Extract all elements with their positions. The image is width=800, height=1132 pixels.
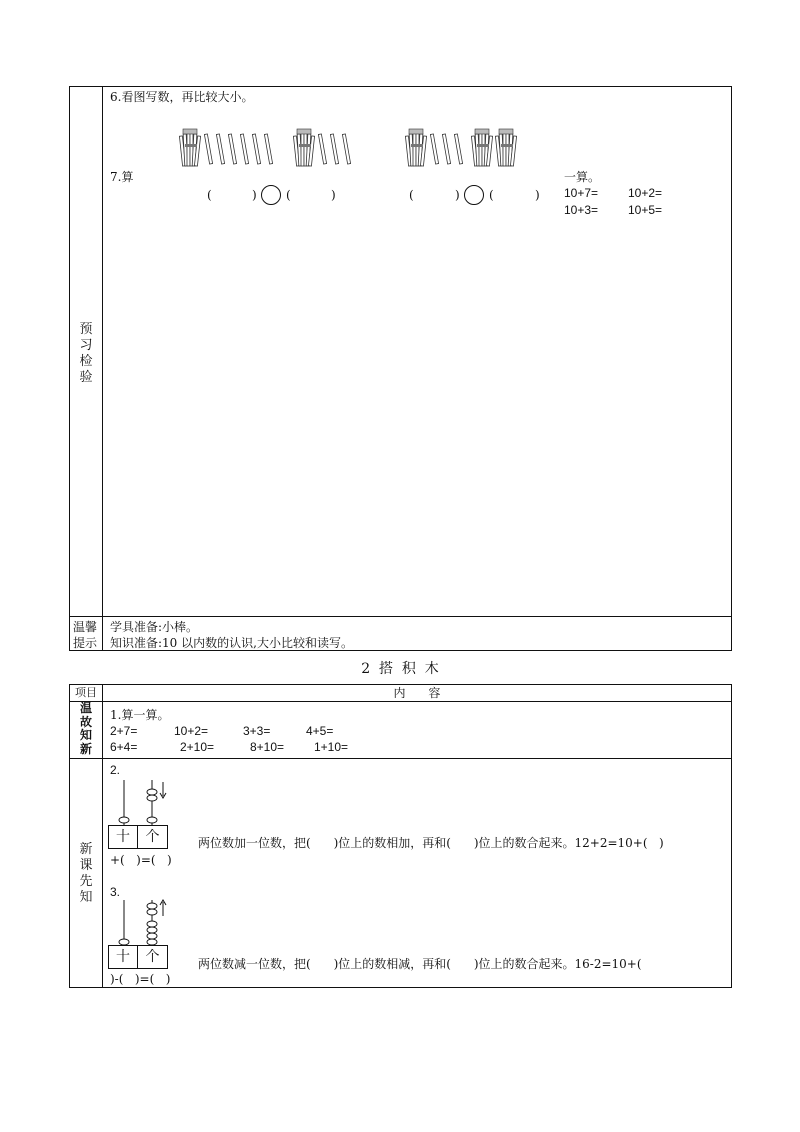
equation: 10+3= <box>564 203 599 217</box>
ones-place-label: 个 <box>145 829 160 845</box>
equation: 2+7= <box>110 724 138 738</box>
tens-place-label: 十 <box>109 946 138 968</box>
blank-paren-left: ( <box>409 188 414 202</box>
bottom-table-right-border <box>731 684 732 988</box>
stick-bundles-illustration <box>175 124 735 174</box>
bottom-table-row-divider <box>69 758 732 759</box>
question-3-number: 3. <box>110 885 121 899</box>
section-label-review: 温故知新 <box>79 701 92 756</box>
tens-place-label: 十 <box>109 826 138 848</box>
section-label-new-lesson: 新课先知 <box>79 842 93 905</box>
bottom-table-left-border <box>69 684 70 988</box>
equation: 8+10= <box>250 740 285 754</box>
question-2-continuation: +( )=( ) <box>110 853 172 867</box>
equation: 10+2= <box>174 724 209 738</box>
bottom-table-bottom-border <box>69 987 732 988</box>
blank-paren-left: ( <box>489 188 494 202</box>
blank-paren-right: ) <box>455 188 460 202</box>
question-6-title: 6.看图写数，再比较大小。 <box>110 90 254 104</box>
compare-circle[interactable] <box>261 185 281 205</box>
question-2-text: 两位数加一位数，把( )位上的数相加，再和( )位上的数合起来。12+2=10+( ) <box>198 836 664 850</box>
header-content: 内 容 <box>393 686 441 700</box>
top-table-divider-horizontal <box>69 616 732 617</box>
bottom-table-header-divider <box>69 701 732 702</box>
equation: 1+10= <box>314 740 349 754</box>
tip-knowledge: 知识准备:10 以内数的认识,大小比较和读写。 <box>110 636 353 650</box>
abacus-place-table <box>108 825 168 849</box>
lesson-title: 2 搭 积 木 <box>361 661 439 677</box>
blank-paren-right: ) <box>252 188 257 202</box>
blank-paren-right: ) <box>331 188 336 202</box>
top-table-bottom-border <box>69 650 732 651</box>
question-7-prefix: 7.算 <box>110 170 134 184</box>
bottom-table-divider-vertical <box>102 684 103 988</box>
tip-label: 提示 <box>73 636 98 650</box>
header-item: 项目 <box>75 686 97 699</box>
top-table-left-border <box>69 86 70 651</box>
equation: 10+2= <box>628 186 663 200</box>
review-title: 1.算一算。 <box>110 708 170 722</box>
tip-supplies: 学具准备:小棒。 <box>110 620 199 634</box>
abacus-place-table <box>108 945 168 969</box>
blank-paren-left: ( <box>207 188 212 202</box>
abacus-rods-q2 <box>108 776 178 826</box>
bottom-table-top-border <box>69 684 732 685</box>
ones-place-label: 个 <box>145 949 160 965</box>
blank-paren-right: ) <box>535 188 540 202</box>
equation: 4+5= <box>306 724 334 738</box>
question-3-continuation: )-( )=( ) <box>110 972 171 986</box>
equation: 3+3= <box>243 724 271 738</box>
equation: 10+5= <box>628 203 663 217</box>
section-label-preview: 预习检验 <box>79 322 93 385</box>
top-table-divider-vertical <box>102 86 103 651</box>
top-table-top-border <box>69 86 732 87</box>
tip-label: 温馨 <box>73 620 98 634</box>
abacus-rods-q3 <box>108 896 178 946</box>
equation: 2+10= <box>180 740 215 754</box>
question-2-number: 2. <box>110 763 121 777</box>
question-7-suffix: 一算。 <box>564 170 601 184</box>
equation: 6+4= <box>110 740 138 754</box>
compare-circle[interactable] <box>464 185 484 205</box>
equation: 10+7= <box>564 186 599 200</box>
question-3-text: 两位数减一位数，把( )位上的数相减，再和( )位上的数合起来。16-2=10+( <box>198 957 642 971</box>
blank-paren-left: ( <box>286 188 291 202</box>
